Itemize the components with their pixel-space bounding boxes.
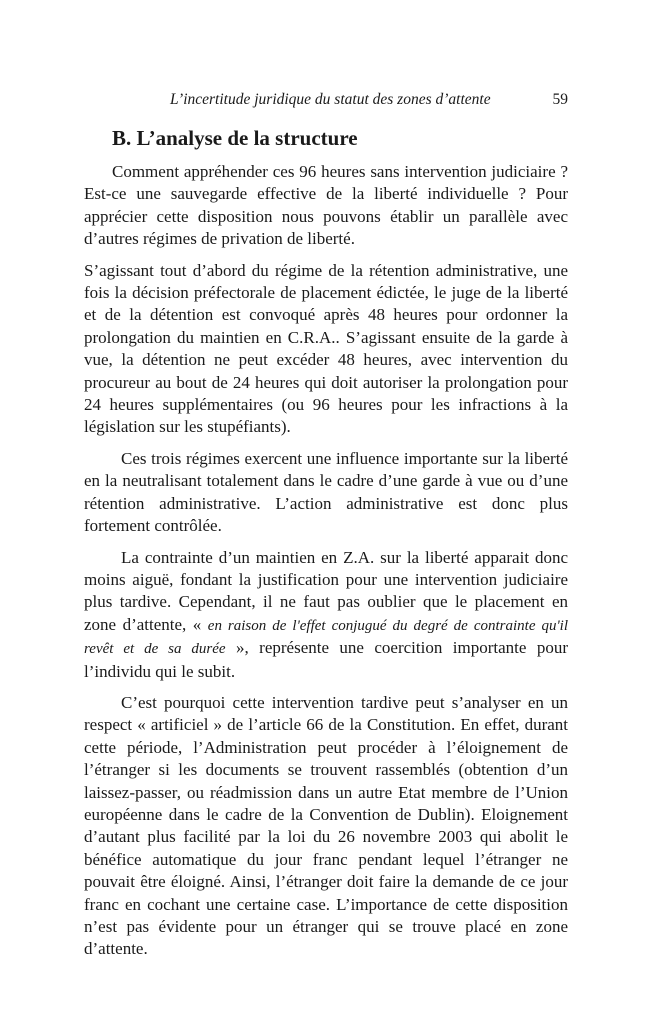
paragraph-4-lead: La contrainte d’un maintien en Z.A. sur la liberté apparait donc moins aiguë, fondant la justification pour une intervention judiciaire plus tardive. Cependant, il ne faut pas oublier que le placement en zone d’attente, « <box>84 547 568 634</box>
paragraph-2: S’agissant tout d’abord du régime de la rétention administrative, une fois la décision préfectorale de placement édictée, le juge de la liberté et de la détention est convoqué après 48 heures pour ordonner la prolongation du maintien en C.R.A.. S’agissant ensuite de la garde à vue, la détention ne peut excéder 48 heures, avec intervention du procureur au bout de 24 heures qui doit autoriser la prolongation pour 24 heures supplémentaires (ou 96 heures pour les infractions à la législation sur les stupéfiants). <box>84 260 568 437</box>
paragraph-1: Comment appréhender ces 96 heures sans intervention judiciaire ? Est-ce une sauvegarde effective de la liberté individuelle ? Pour apprécier cette disposition nous pouvons établir un parallèle avec d’autres régimes de privation de liberté. <box>84 162 568 249</box>
paragraph-5: C’est pourquoi cette intervention tardive peut s’analyser en un respect « artificiel » de l’article 66 de la Constitution. En effet, durant cette période, l’Administration peut procéder à l’éloignement de l’étranger si les documents se trouvent rassemblés (obtention d’un laissez-passer, ou réadmission dans un autre Etat membre de l’Union européenne dans le cadre de la Convention de Dublin). Eloignement d’autant plus facilité par la loi du 26 novembre 2003 qui abolit le bénéfice automatique du jour franc pendant lequel l’étranger ne pouvait être éloigné. Ainsi, l’étranger doit faire la demande de ce jour franc en cochant une certaine case. L’importance de cette disposition n’est pas évidente pour un étranger qui se trouve placé en zone d’attente. <box>84 692 568 959</box>
section-heading: B. L’analyse de la structure <box>112 126 358 150</box>
running-header <box>84 91 568 113</box>
paragraph-4-quotation: en raison de l'effet conjugué du degré de contrainte qu'il revêt et de sa durée <box>84 617 569 658</box>
paragraph-3: Ces trois régimes exercent une influence importante sur la liberté en la neutralisant totalement dans le cadre d’une garde à vue ou d’une rétention administrative. L’action administrative est donc plus fortement contrôlée. <box>84 448 568 536</box>
paragraph-4 <box>84 547 568 683</box>
body-text <box>84 161 568 970</box>
page-number: 59 <box>552 91 568 108</box>
paragraph-4-tail: », représente une coercition importante pour l’individu qui le subit. <box>84 638 568 681</box>
running-title: L’incertitude juridique du statut des zones d’attente <box>170 91 491 108</box>
